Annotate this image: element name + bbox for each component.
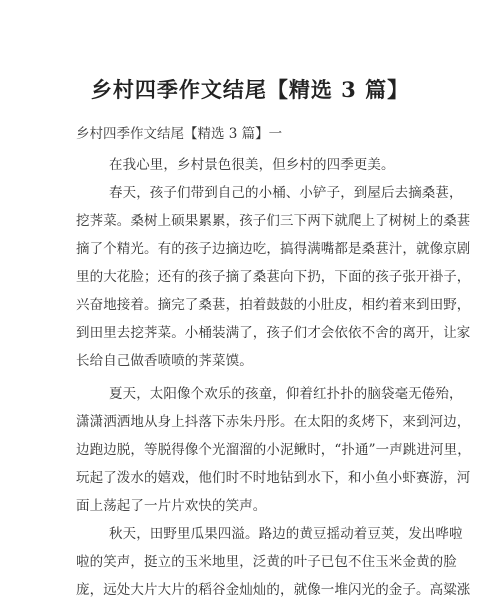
paragraph-line: 啦的笑声，挺立的玉米地里，泛黄的叶子已包不住玉米金黄的脸 (76, 554, 457, 570)
paragraph-line: 秋天，田野里瓜果四溢。路边的黄豆摇动着豆荚，发出哗啦 (109, 526, 463, 542)
paragraph-line: 兴奋地接着。摘完了桑葚，拍着鼓鼓的小肚皮，相约着来到田野， (76, 297, 471, 313)
paragraph-line: 到田里去挖荠菜。小桶装满了，孩子们才会依依不舍的离开，让家 (76, 325, 471, 341)
paragraph-line: 挖荠菜。桑树上硕果累累，孩子们三下两下就爬上了树树上的桑葚 (76, 213, 471, 229)
document-title: 乡村四季作文结尾【精选 3 篇】 (90, 77, 410, 102)
paragraph-line: 夏天，太阳像个欢乐的孩童，仰着红扑扑的脑袋毫无倦殆， (109, 386, 463, 402)
paragraph-line: 边跑边脱，等脱得像个光溜溜的小泥鳅时，“扑通”一声跳进河里， (76, 442, 471, 458)
document-subtitle: 乡村四季作文结尾【精选 3 篇】一 (76, 126, 283, 142)
paragraph-line: 在我心里，乡村景色很美，但乡村的四季更美。 (109, 157, 395, 173)
paragraph-line: 摘了个精光。有的孩子边摘边吃，搞得满嘴都是桑葚汁，就像京剧 (76, 241, 471, 257)
paragraph-line: 里的大花脸；还有的孩子摘了桑葚向下扔，下面的孩子张开褂子， (76, 269, 471, 285)
paragraph-line: 面上荡起了一片片欢快的笑声。 (76, 498, 267, 514)
paragraph-line: 庞，远处大片大片的稻谷金灿灿的，就像一堆闪光的金子。高粱涨 (76, 582, 471, 598)
paragraph-line: 玩起了泼水的嬉戏，他们时不时地钻到水下，和小鱼小虾赛游，河 (76, 470, 471, 486)
paragraph-line: 春天，孩子们带到自己的小桶、小铲子，到屋后去摘桑葚， (109, 185, 463, 201)
paragraph-line: 长给自己做香喷喷的荠菜馍。 (76, 353, 253, 369)
paragraph-line: 潇潇洒洒地从身上抖落下赤朱丹彤。在太阳的炙烤下，来到河边， (76, 414, 471, 430)
